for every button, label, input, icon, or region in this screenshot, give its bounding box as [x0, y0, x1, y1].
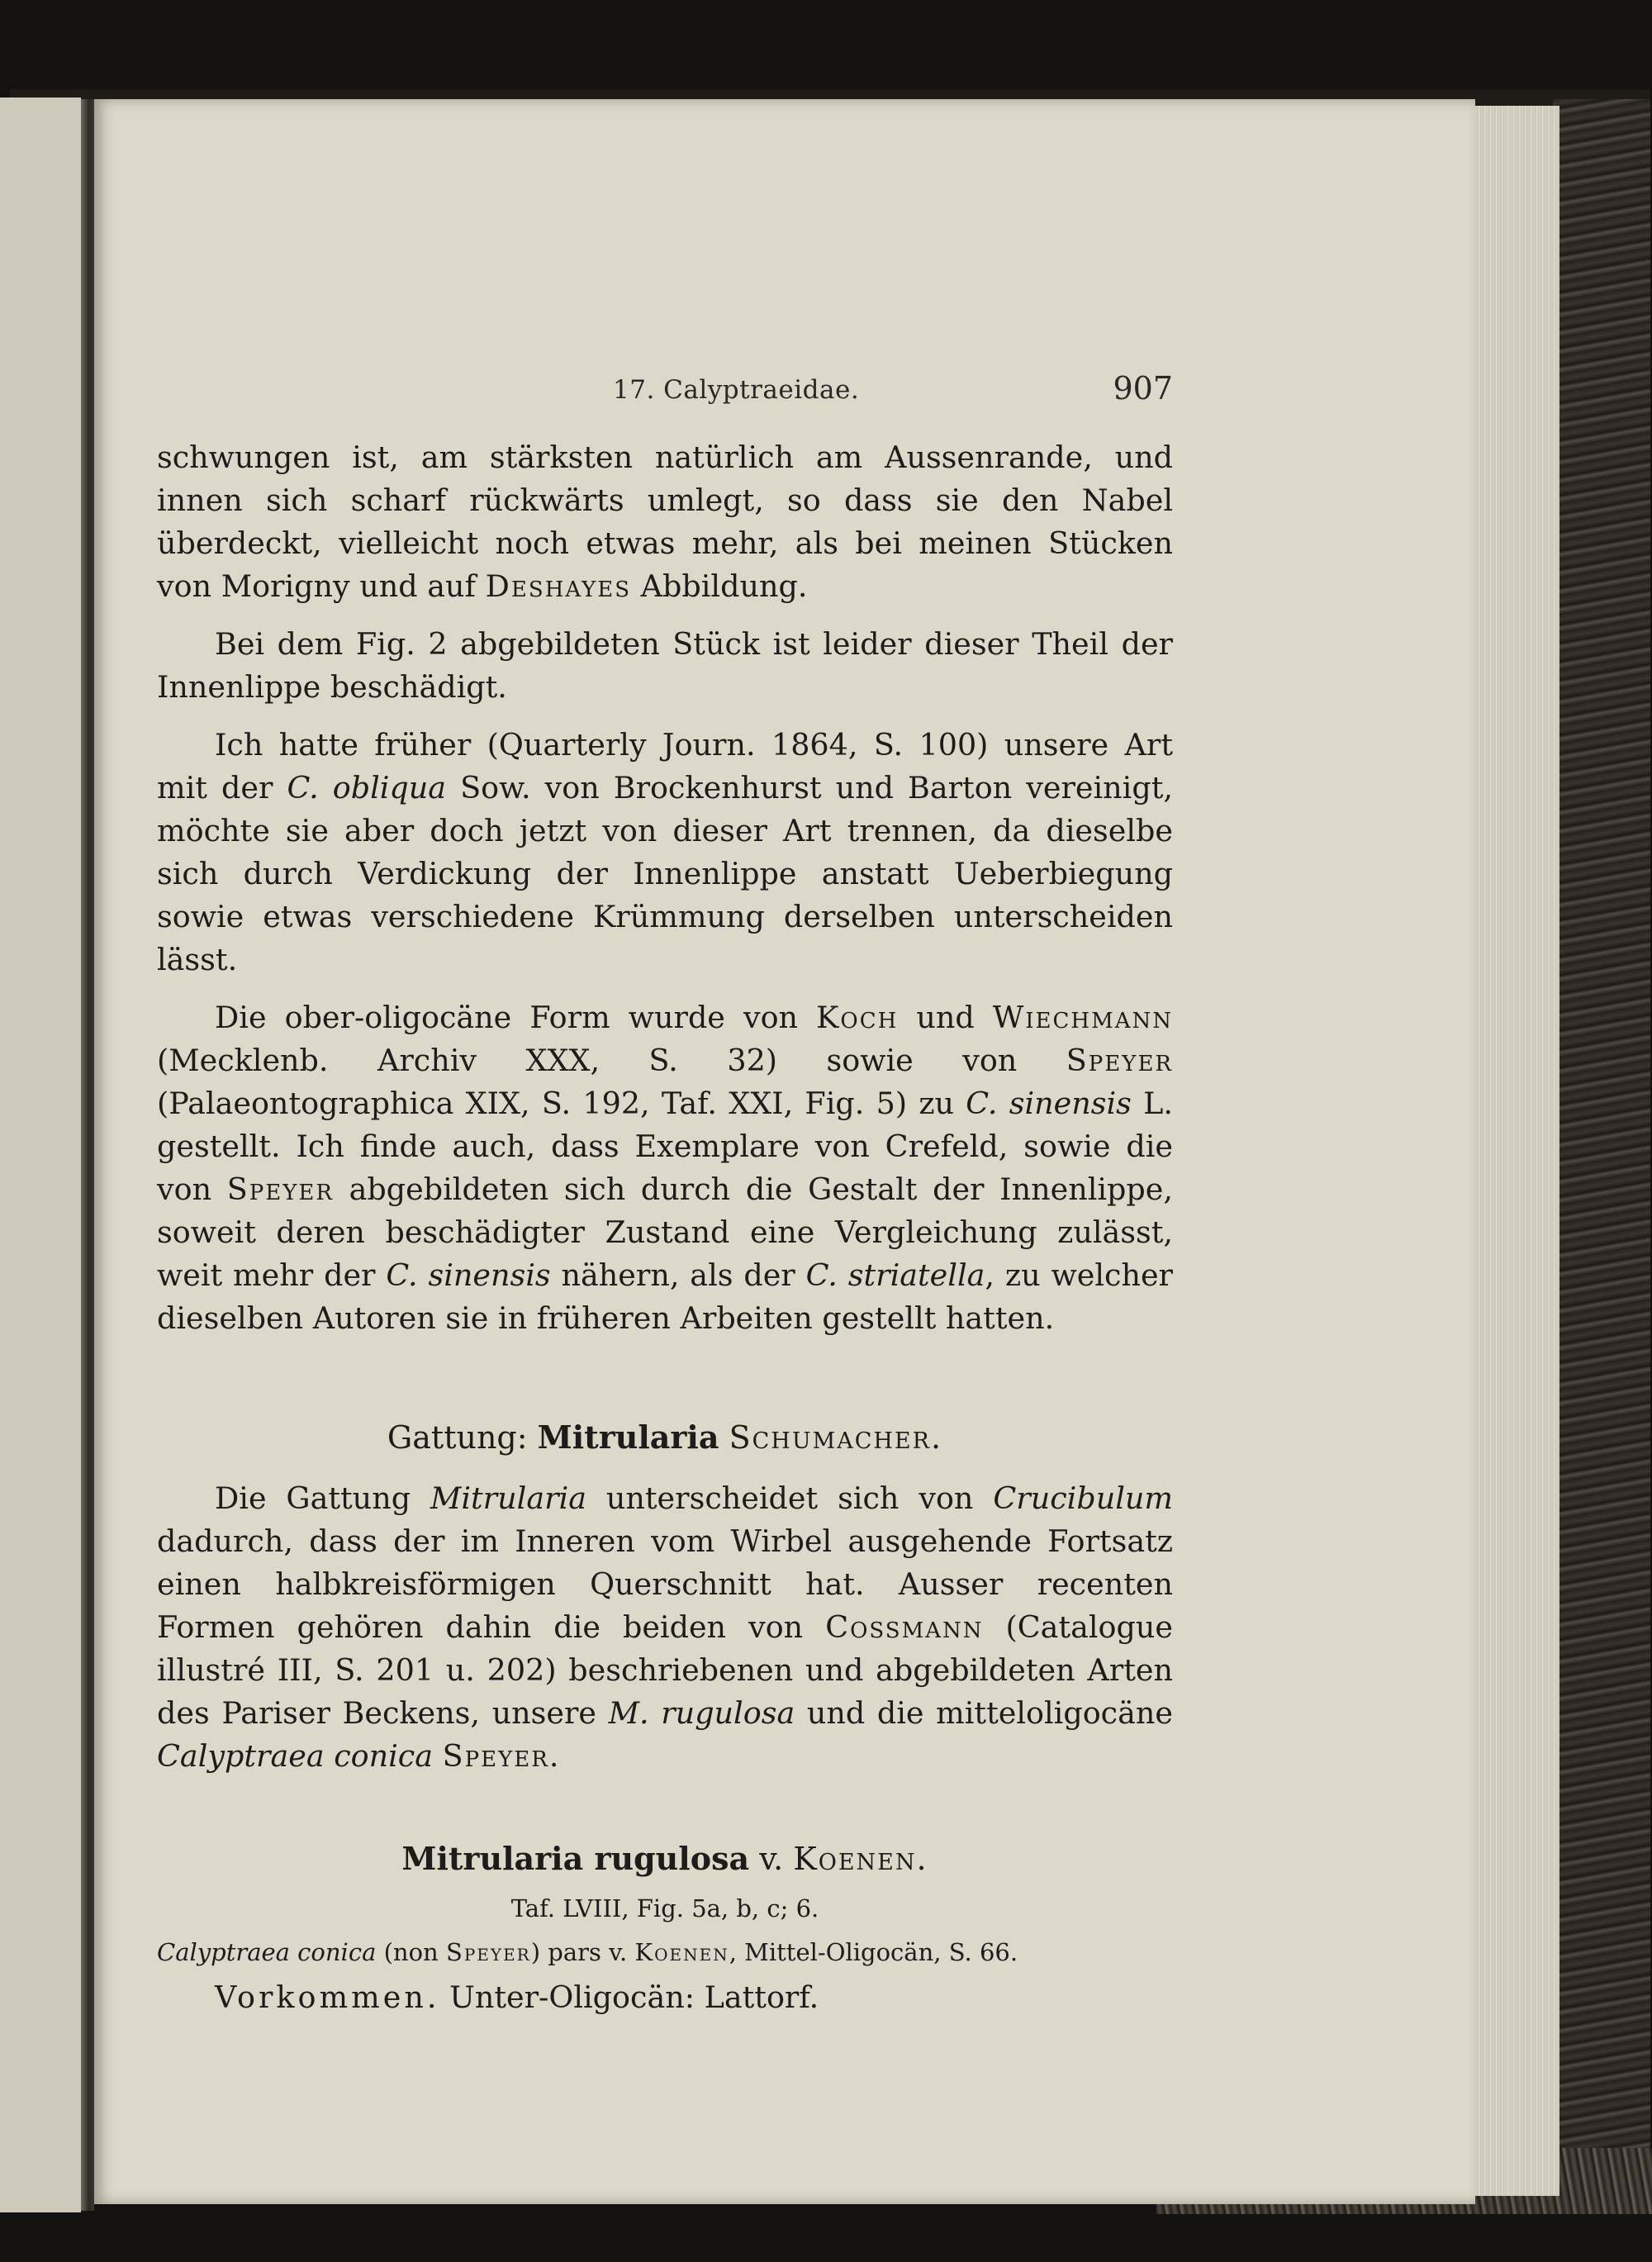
species-name: M. rugulosa	[608, 1695, 795, 1731]
paragraph: Die Gattung Mitrularia unterscheidet sich von Crucibulum dadurch, dass der im Inneren vom Wirbel ausgehende Fortsatz einen halbkreisförmigen Querschnitt hat. Ausser recenten Formen gehören dahin die beiden von Cossmann (Catalogue illustré III, S. 201 u. 202) beschriebenen und abgebildeten Arten des Pariser Beckens, unsere M. rugulosa und die mitteloligocäne Calyptraea conica Speyer.	[157, 1480, 1173, 1774]
author-name: Koenen	[634, 1938, 729, 1966]
page-text	[157, 436, 1173, 2019]
genus-name: Mitrularia	[430, 1480, 586, 1516]
species-name: C. striatella	[805, 1257, 985, 1293]
paragraph: schwungen ist, am stärksten natürlich am Aussenrande, und innen sich scharf rückwärts umlegt, so dass sie den Nabel überdeckt, vielleicht noch etwas mehr, als bei meinen Stücken von Morigny und auf Deshayes Abbildung.	[157, 440, 1173, 604]
paragraph: Die ober-oligocäne Form wurde von Koch und Wiechmann (Mecklenb. Archiv XXX, S. 32) sowie von Speyer (Palaeontographica XIX, S. 192, Taf. XXI, Fig. 5) zu C. sinensis L. gestellt. Ich finde auch, dass Exemplare von Crefeld, sowie die von Speyer abgebildeten sich durch die Gestalt der Innenlippe, soweit deren beschädigter Zustand eine Vergleichung zulässt, weit mehr der C. sinensis nähern, als der C. striatella, zu welcher dieselben Autoren sie in früheren Arbeiten gestellt hatten.	[157, 1000, 1173, 1336]
species-heading: Mitrularia rugulosa v. Koenen.	[401, 1840, 928, 1877]
author-name: Koenen.	[793, 1841, 928, 1877]
plate-reference: Taf. LVIII, Fig. 5a, b, c; 6.	[510, 1894, 819, 1922]
author-name: Koch	[816, 1000, 899, 1035]
author-name: Deshayes	[485, 568, 632, 604]
paragraph: Bei dem Fig. 2 abgebildeten Stück ist leider dieser Theil der Innenlippe beschädigt.	[157, 626, 1173, 705]
section-title: 17. Calyptraeidae.	[613, 375, 860, 405]
species-name: C. sinensis	[966, 1086, 1132, 1121]
page-number: 907	[1113, 370, 1173, 406]
synonymy: Calyptraea conica (non Speyer) pars v. Koenen, Mittel-Oligocän, S. 66.	[157, 1938, 1018, 1966]
occurrence-label: Vorkommen.	[215, 1979, 440, 2015]
genus-name: Mitrularia	[537, 1419, 719, 1456]
author-name: Speyer	[1066, 1043, 1173, 1078]
author-name: Speyer	[445, 1938, 531, 1966]
species-name: Calyptraea conica	[157, 1938, 377, 1966]
author-name: Schumacher.	[729, 1419, 943, 1456]
author-name: Speyer	[226, 1171, 334, 1207]
genus-name: Crucibulum	[993, 1480, 1173, 1516]
author-name: Cossmann	[825, 1609, 984, 1645]
species-name: C. sinensis	[386, 1257, 551, 1293]
cover-marbled-edge	[1553, 99, 1650, 2181]
occurrence: Vorkommen. Unter-Oligocän: Lattorf.	[215, 1979, 819, 2015]
species-name: Calyptraea conica	[157, 1738, 433, 1774]
author-name: Speyer	[442, 1738, 549, 1774]
page-edges	[1475, 106, 1559, 2196]
running-head	[157, 370, 1173, 411]
species-name: C. obliqua	[287, 770, 447, 805]
species-name: Mitrularia rugulosa	[401, 1840, 750, 1877]
author-name: Wiechmann	[992, 1000, 1173, 1035]
genus-heading: Gattung: Mitrularia Schumacher.	[387, 1419, 943, 1456]
book-gutter	[81, 99, 94, 2211]
left-page-edge	[0, 97, 81, 2212]
paragraph: Ich hatte früher (Quarterly Journ. 1864, S. 100) unsere Art mit der C. obliqua Sow. von Brockenhurst und Barton vereinigt, möchte sie aber doch jetzt von dieser Art trennen, da dieselbe sich durch Verdickung der Innenlippe anstatt Ueberbiegung sowie etwas verschiedene Krümmung derselben unterscheiden lässt.	[157, 727, 1173, 977]
